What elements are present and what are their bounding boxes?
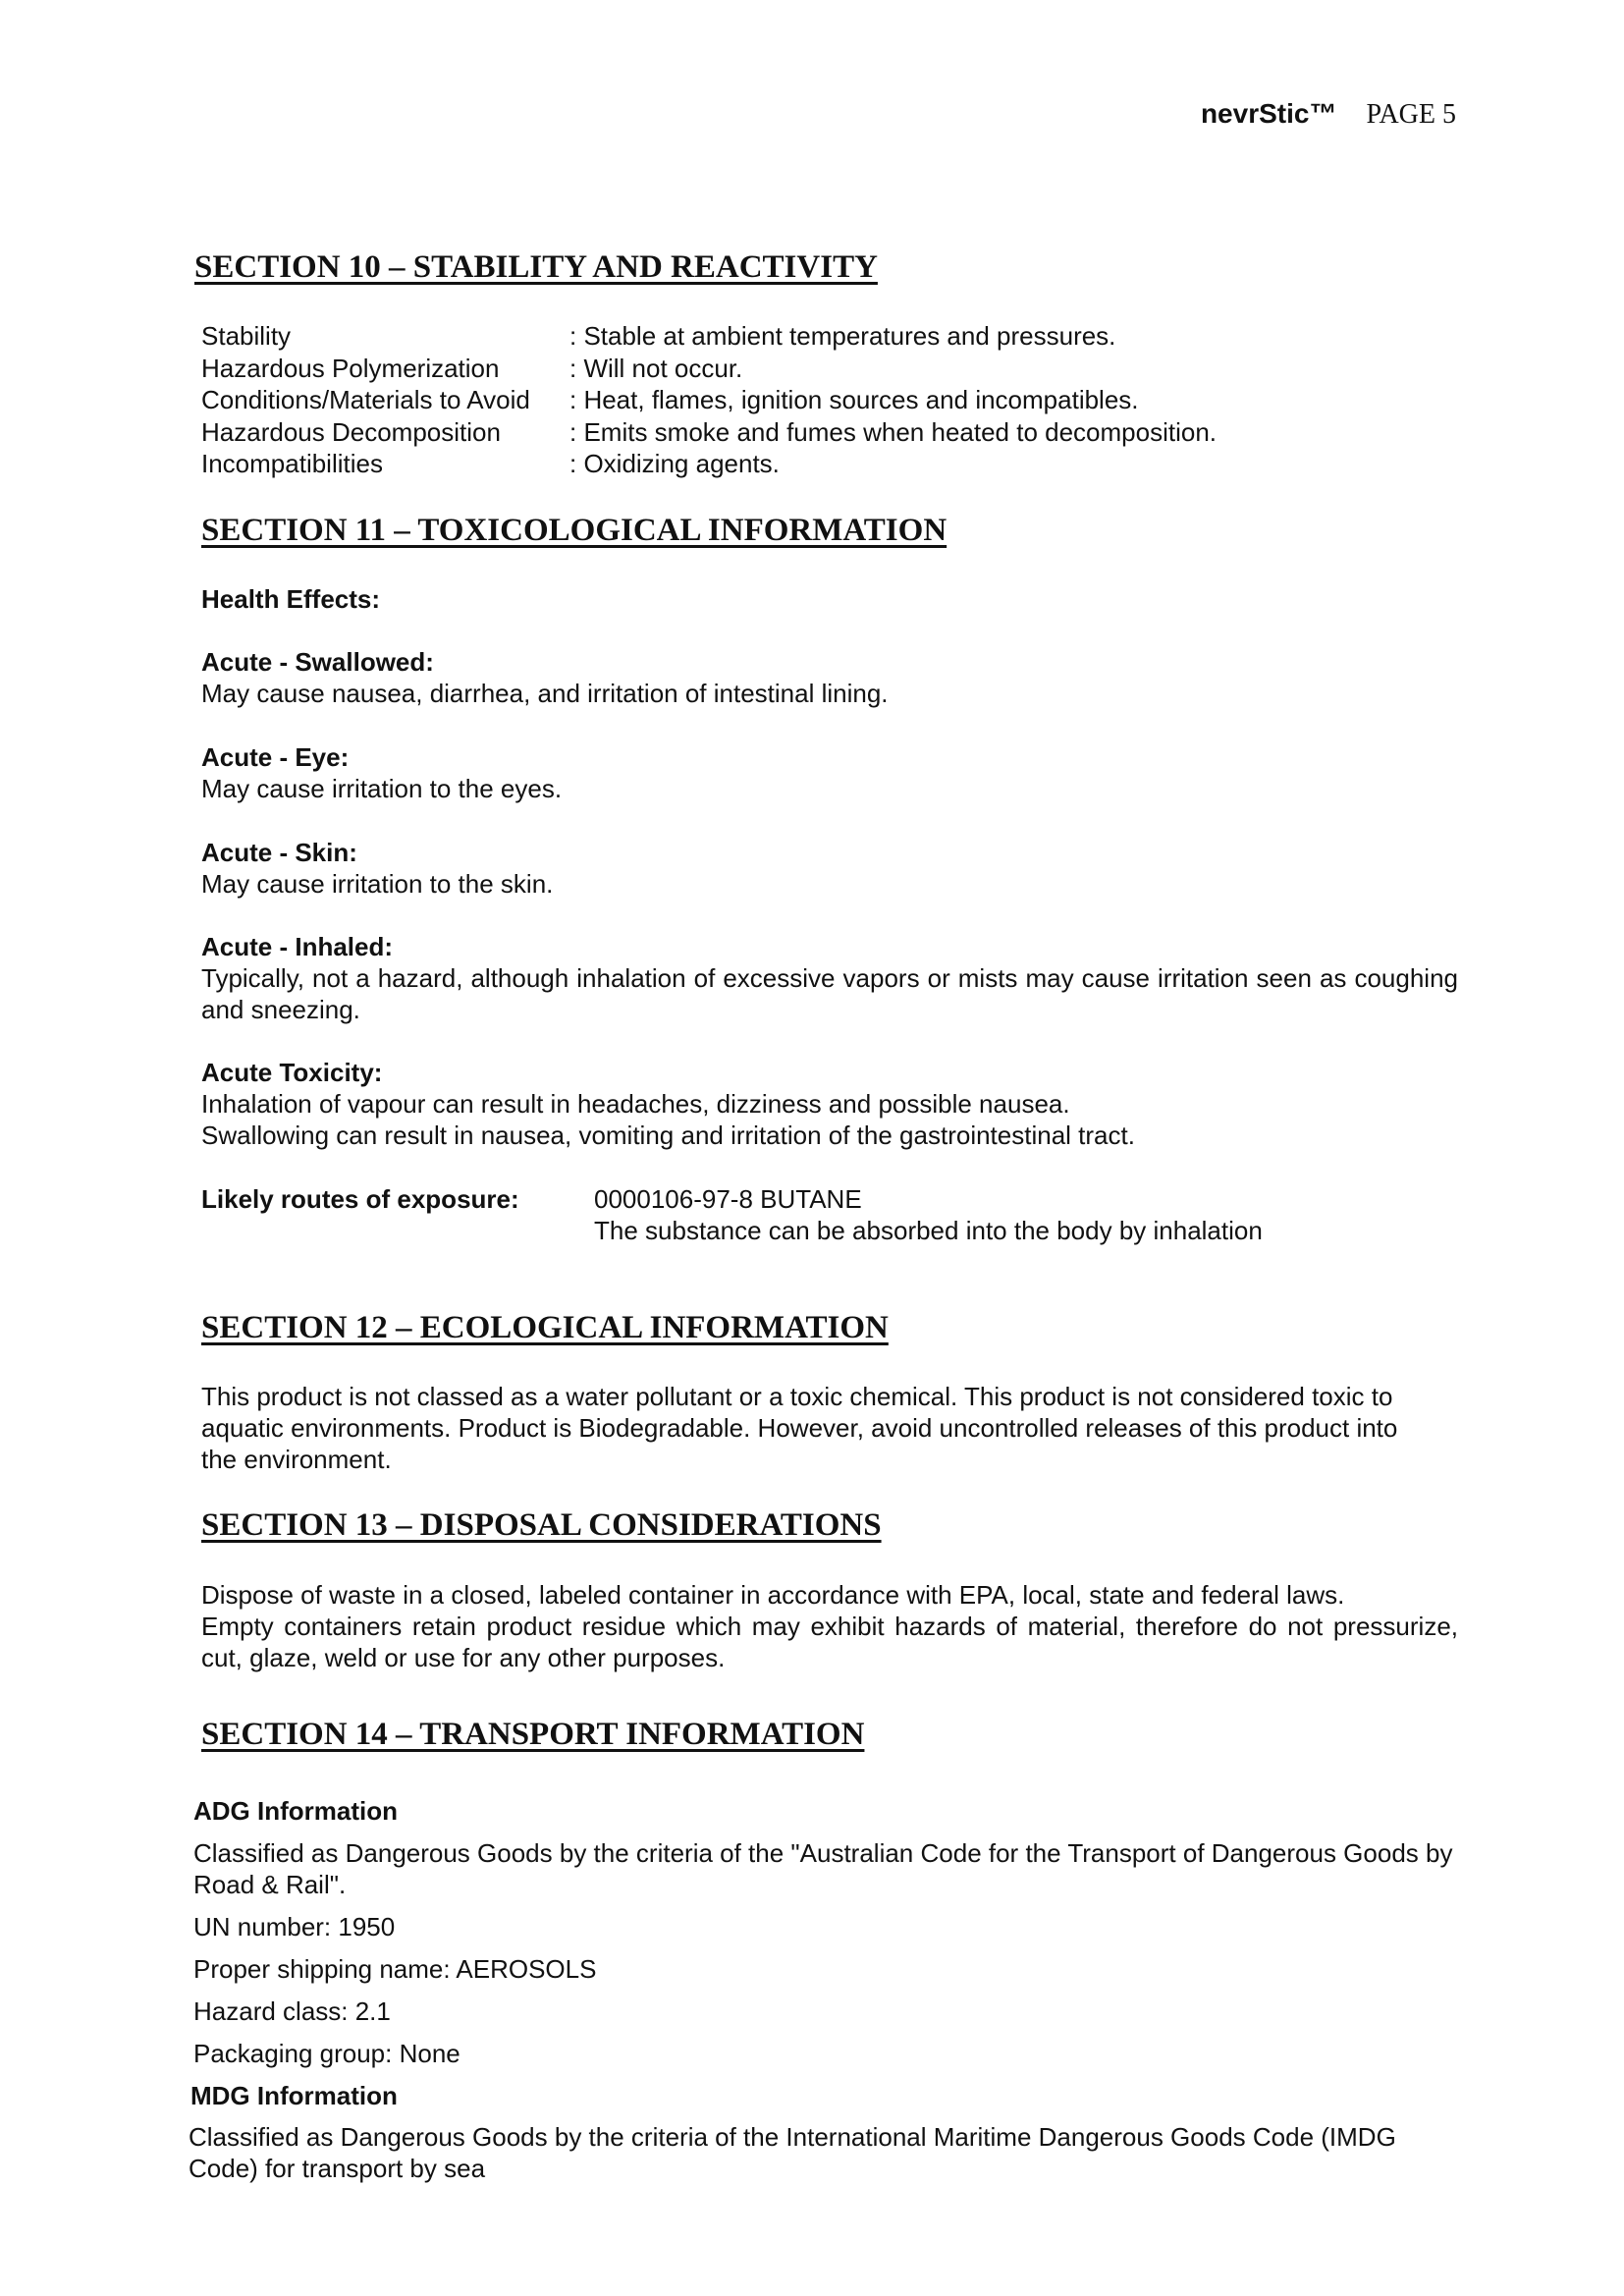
row-label: Incompatibilities [201,449,383,478]
proper-shipping-name: Proper shipping name: AEROSOLS [193,1954,597,1984]
section-13-title: SECTION 13 – DISPOSAL CONSIDERATIONS [201,1507,882,1543]
eye-heading: Acute - Eye: [201,742,350,772]
inhaled-text: Typically, not a hazard, although inhalation of excessive vapors or mists may cause irritation seen as coughing and sneezing. [201,963,1458,1024]
stability-table [201,320,1217,480]
mdg-heading: MDG Information [190,2081,398,2110]
brand-name: nevrStic™ [1200,98,1337,129]
adg-heading: ADG Information [193,1796,398,1826]
acute-toxicity-text-1: Inhalation of vapour can result in headaches, dizziness and possible nausea. [201,1089,1070,1119]
skin-text: May cause irritation to the skin. [201,869,554,899]
table-row [201,416,1217,449]
row-value: : Oxidizing agents. [569,449,780,478]
disposal-text-1: Dispose of waste in a closed, labeled container in accordance with EPA, local, state and federal laws. [201,1580,1345,1610]
acute-toxicity-text-2: Swallowing can result in nausea, vomiting and irritation of the gastrointestinal tract. [201,1121,1135,1150]
row-label: Hazardous Polymerization [201,353,500,383]
inhaled-heading: Acute - Inhaled: [201,932,394,961]
section-14-title: SECTION 14 – TRANSPORT INFORMATION [201,1717,865,1752]
row-label: Hazardous Decomposition [201,416,501,447]
row-value: : Heat, flames, ignition sources and incompatibles. [569,385,1139,414]
acute-toxicity-heading: Acute Toxicity: [201,1058,383,1087]
table-row [201,384,1217,416]
mdg-text: Classified as Dangerous Goods by the criteria of the International Maritime Dangerous Goods Code (IMDG Code) for transport by sea [189,2122,1396,2183]
hazard-class: Hazard class: 2.1 [193,1996,391,2026]
packaging-group: Packaging group: None [193,2039,460,2068]
table-row [201,448,1217,480]
adg-text: Classified as Dangerous Goods by the criteria of the "Australian Code for the Transport of Dangerous Goods by Road & Rail". [193,1838,1453,1899]
section-11-title: SECTION 11 – TOXICOLOGICAL INFORMATION [201,513,947,548]
swallowed-text: May cause nausea, diarrhea, and irritation of intestinal lining. [201,679,889,708]
swallowed-heading: Acute - Swallowed: [201,647,434,677]
row-label: Conditions/Materials to Avoid [201,385,530,414]
eye-text: May cause irritation to the eyes. [201,774,563,803]
routes-of-exposure-cas: 0000106-97-8 BUTANE [594,1184,862,1214]
health-effects-heading: Health Effects: [201,584,381,614]
un-number: UN number: 1950 [193,1912,396,1941]
row-label: Stability [201,321,292,351]
page-number: PAGE 5 [1366,99,1456,130]
table-row [201,320,1217,353]
section-10-title: SECTION 10 – STABILITY AND REACTIVITY [194,249,878,285]
routes-of-exposure-heading: Likely routes of exposure: [201,1184,519,1214]
routes-of-exposure-text: The substance can be absorbed into the body by inhalation [594,1216,1263,1245]
table-row [201,353,1217,385]
disposal-text-2: Empty containers retain product residue which may exhibit hazards of material, therefore do not pressurize, cut, glaze, weld or use for any other purposes. [201,1612,1458,1672]
section-12-title: SECTION 12 – ECOLOGICAL INFORMATION [201,1310,889,1345]
row-value: : Will not occur. [569,353,743,383]
ecological-text: This product is not classed as a water pollutant or a toxic chemical. This product is not considered toxic to aquatic environments. Product is Biodegradable. However, avoid uncontrolled releases of this product into the environment. [201,1382,1398,1474]
row-value: : Emits smoke and fumes when heated to decomposition. [569,416,1218,447]
page-header [0,98,1456,131]
skin-heading: Acute - Skin: [201,838,357,867]
row-value: : Stable at ambient temperatures and pressures. [569,321,1116,351]
